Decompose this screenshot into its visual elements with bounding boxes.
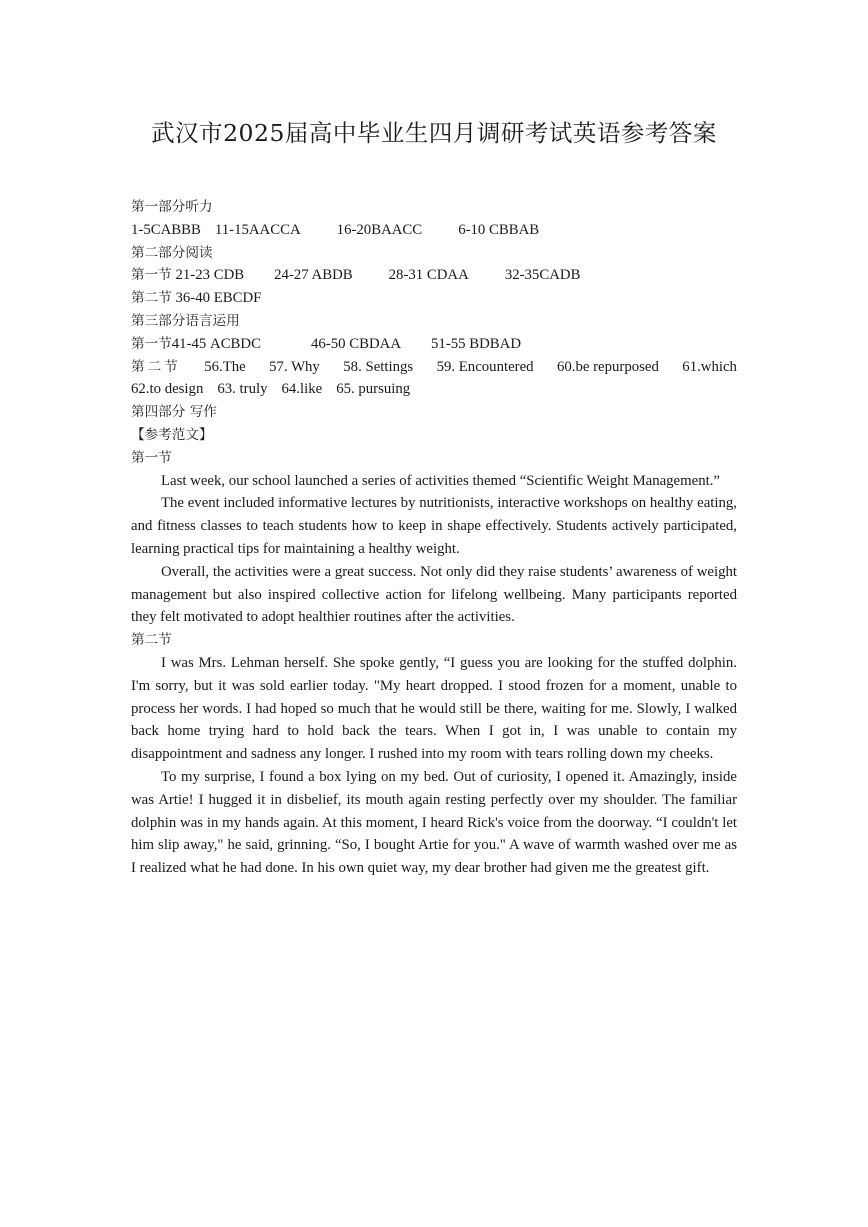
answer-item: 61.which [682, 358, 737, 375]
page-title: 武汉市2025届高中毕业生四月调研考试英语参考答案 [151, 119, 717, 147]
part3-heading: 第三部分语言运用 [131, 312, 240, 329]
answer-group: 32-35CADB [504, 267, 581, 284]
part4-section2-label: 第二节 [131, 632, 172, 649]
part3-section2-answers-line1 [131, 356, 737, 379]
part3-section2-answers-line2 [131, 378, 737, 401]
answer-group: 36-40 EBCDF [175, 290, 262, 307]
answer-group: 16-20BAACC [336, 221, 423, 238]
answer-group: 6-10 CBBAB [458, 221, 540, 238]
answer-group: 51-55 BDBAD [431, 335, 522, 352]
answer-item: 63. truly [217, 381, 268, 398]
section-label: 第一节 [131, 267, 172, 284]
answer-item: 56.The [204, 358, 246, 375]
essay1-paragraph: Overall, the activities were a great success. Not only did they raise students’ awareness of weight management but also inspired collective action for lifelong wellbeing. Many participants reported they felt motivated to adopt healthier routines after the activities. [131, 563, 737, 626]
sample-essay-label: 【参考范文】 [131, 426, 213, 443]
part4-heading: 第四部分 写作 [131, 404, 217, 421]
essay2-paragraph: To my surprise, I found a box lying on my bed. Out of curiosity, I opened it. Amazingly, inside was Artie! I hugged it in disbelief, its mouth again resting perfectly over my shoulder. The familiar dolphin was in my hands again. At this moment, I heard Rick's voice from the doorway. “I couldn't let him slip away," he said, grinning. “So, I bought Artie for you." A wave of warmth washed over me as I realized what he had done. In his own quiet way, my dear brother had given me the greatest gift. [131, 768, 737, 877]
essay1-paragraph: The event included informative lectures by nutritionists, interactive workshops on healthy eating, and fitness classes to teach students how to keep in shape effectively. Students actively participated, learning practical tips for maintaining a healthy weight. [131, 495, 737, 557]
essay2-paragraph: I was Mrs. Lehman herself. She spoke gently, “I guess you are looking for the stuffed dolphin. I'm sorry, but it was sold earlier today. "My heart dropped. I stood frozen for a moment, unable to process her words. I had hoped so much that he would still be there, waiting for me. Slowly, I walked back home trying hard to hold back the tears. When I got in, I was unable to contain my disappointment and sadness any longer. I rushed into my room with tears rolling down my cheeks. [131, 654, 737, 763]
answer-item: 62.to design [131, 381, 204, 398]
answer-content [131, 196, 737, 880]
answer-group: 46-50 CBDAA [310, 335, 402, 352]
section-label: 第二节 [131, 290, 172, 307]
answer-item: 64.like [281, 381, 323, 398]
answer-group: 1-5CABBB [131, 221, 201, 238]
answer-item: 60.be repurposed [556, 358, 659, 375]
answer-item: 58. Settings [343, 358, 414, 375]
answer-group: 24-27 ABDB [274, 267, 353, 284]
part2-section1-answers [131, 264, 737, 287]
part4-section1-label: 第一节 [131, 449, 172, 466]
answer-group: 28-31 CDAA [388, 267, 469, 284]
answer-group: 41-45 ACBDC [171, 335, 261, 352]
answer-item: 57. Why [269, 358, 320, 375]
section-label: 第一节 [131, 335, 172, 352]
part1-answers [131, 219, 737, 242]
part1-heading: 第一部分听力 [131, 199, 213, 215]
answer-item: 65. pursuing [336, 381, 411, 398]
answer-item: 59. Encountered [436, 358, 534, 375]
part2-section2-answers [131, 287, 737, 310]
answer-group: 11-15AACCA [214, 221, 301, 238]
part2-heading: 第二部分阅读 [131, 244, 213, 261]
essay1-paragraph: Last week, our school launched a series of activities themed “Scientific Weight Management.” [161, 472, 720, 489]
part3-section1-answers [131, 333, 737, 356]
section-label: 第二节 [131, 358, 181, 375]
answer-group: 21-23 CDB [175, 267, 245, 284]
